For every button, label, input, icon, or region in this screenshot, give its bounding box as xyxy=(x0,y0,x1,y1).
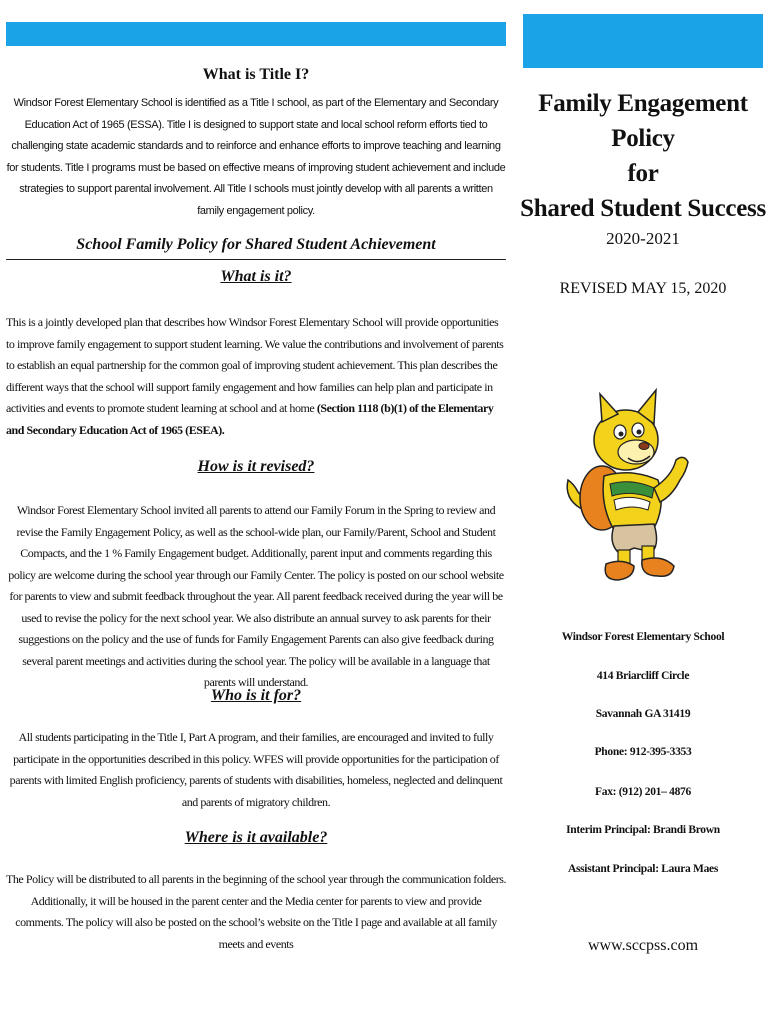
assistant-principal-name: Assistant Principal: Laura Maes xyxy=(567,863,719,875)
street-address: 414 Briarcliff Circle xyxy=(596,670,690,682)
what-is-it-citation: (Section 1118 (b)(1) of the Elementary and Secondary Education Act of 1965 (ESEA). xyxy=(6,401,494,437)
revised-date: REVISED MAY 15, 2020 xyxy=(559,280,727,297)
section-divider xyxy=(6,259,506,260)
brochure-title xyxy=(516,86,770,226)
where-available-text: The Policy will be distributed to all parents in the beginning of the school year through the communication folders. Additionally, it will be housed in the parent center and the Media center for parents to view and provide comments. The policy will also be posted on the school’s website on the Title I page and available at all family meets and events xyxy=(6,872,507,951)
header-color-bar-right xyxy=(523,14,763,68)
title-line-2: for xyxy=(627,160,659,187)
principal-name: Interim Principal: Brandi Brown xyxy=(566,824,720,836)
how-revised-text: Windsor Forest Elementary School invited all parents to attend our Family Forum in the Spring to review and revise the Family Engagement Policy, as well as the school-wide plan, our Family/Parent, School and Student Compacts, and the 1 % Family Engagement budget. Additionally, parent input and comments regarding this policy are welcome during the school year through our Family Center. The policy is posted on our school website for parents to view and submit feedback throughout the year. All parent feedback received during the year will be used to revise the policy for the next school year. We also distribute an annual survey to ask parents for their suggestions on the policy and the use of funds for Family Engagement Parents can also give feedback during several parent meetings and activities during the school year. The policy will be available in a language that parents will understand. xyxy=(8,503,504,689)
title-i-intro: Windsor Forest Elementary School is identified as a Title I school, as part of the Elementary and Secondary Education Act of 1965 (ESSA). Title I is designed to support state and local school reform efforts tied to challenging state academic standards and to reinforce and enhance efforts to improve teaching and learning for students. Title I programs must be based on effective means of improving student achievement and include strategies to support parental involvement. All Title I schools must jointly develop with all parents a written family engagement policy. xyxy=(6,97,506,217)
title-i-heading: What is Title I? xyxy=(202,66,310,83)
what-is-it-body: This is a jointly developed plan that describes how Windsor Forest Elementary School will provide opportunities to improve family engagement to support student learning. We value the contributions and involvement of parents to establish an equal partnership for the common goal of improving student achievement. This plan describes the different ways that the school will support family engagement and how families can help plan and participate in activities and events to promote student learning at school and at home xyxy=(6,315,504,415)
header-color-bar-left xyxy=(6,22,506,46)
how-revised-heading: How is it revised? xyxy=(197,458,315,475)
where-available-heading: Where is it available? xyxy=(184,829,328,846)
what-is-it-text xyxy=(6,312,506,441)
city-state-zip: Savannah GA 31419 xyxy=(595,708,691,720)
fax-number: Fax: (912) 201– 4876 xyxy=(595,786,691,798)
who-for-heading: Who is it for? xyxy=(210,687,302,704)
website-link[interactable]: www.sccpss.com xyxy=(587,937,699,954)
title-line-3: Shared Student Success xyxy=(520,195,766,222)
school-year: 2020-2021 xyxy=(606,229,680,248)
policy-section-title: School Family Policy for Shared Student Achievement xyxy=(76,236,436,253)
who-for-text: All students participating in the Title I, Part A program, and their families, are encouraged and invited to fully participate in the opportunities described in this policy. WFES will provide opportunities for the participation of parents with limited English proficiency, parents of students with disabilities, homeless, neglected and delinquent and parents of migratory children. xyxy=(9,730,503,809)
wildcat-mascot-icon xyxy=(562,388,702,588)
title-line-1: Family Engagement Policy xyxy=(538,90,748,152)
phone-number: Phone: 912-395-3353 xyxy=(594,746,692,758)
what-is-it-heading: What is it? xyxy=(220,268,292,285)
school-name: Windsor Forest Elementary School xyxy=(561,631,725,643)
